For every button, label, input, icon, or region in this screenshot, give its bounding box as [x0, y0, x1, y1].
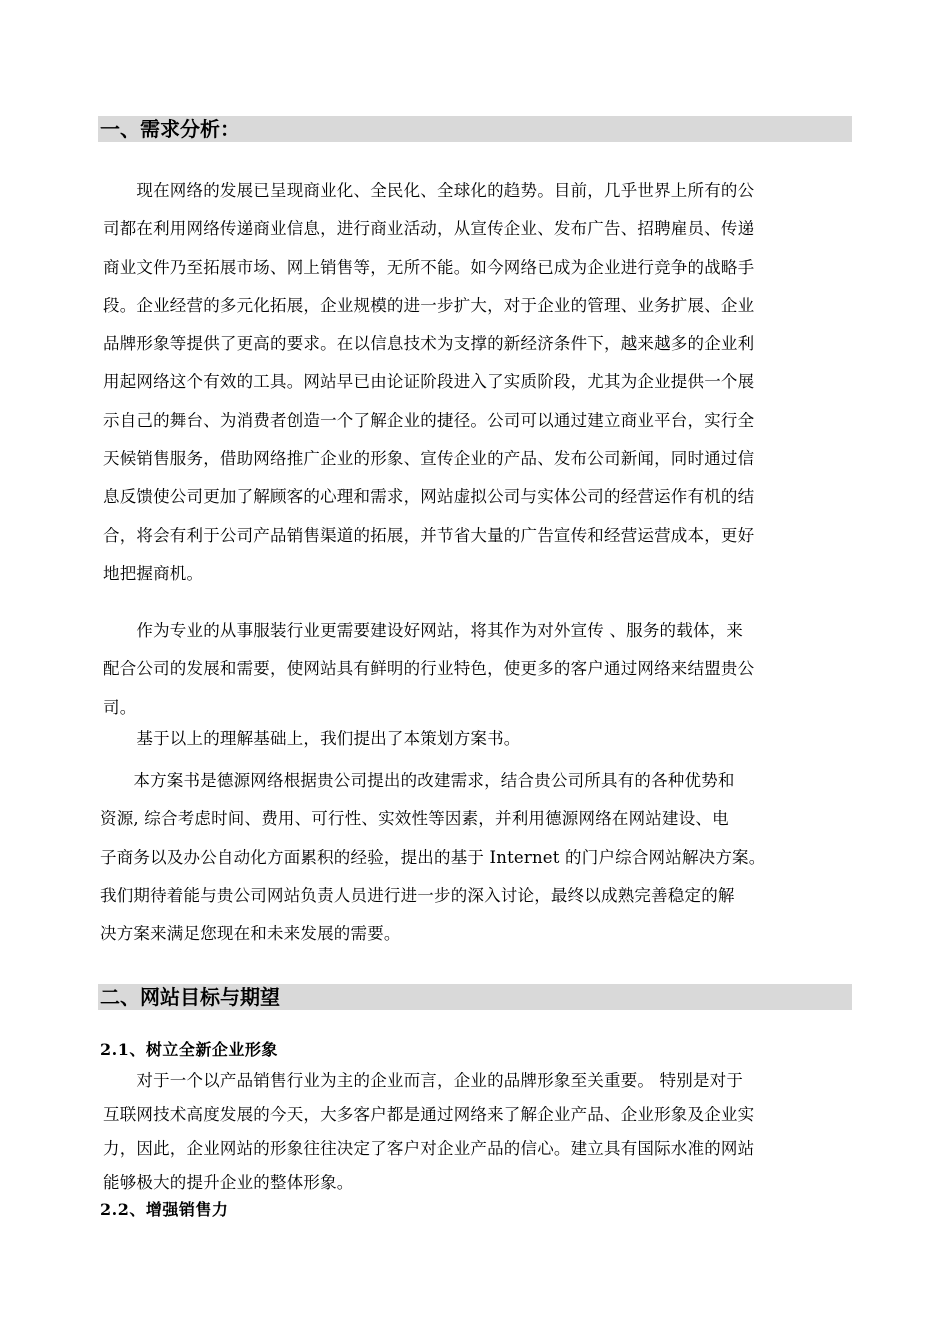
text-line: 地把握商机。 [103, 563, 204, 583]
text-line: 子商务以及办公自动化方面累积的经验，提出的基于 Internet 的门户综合网站解决方案。 [100, 847, 766, 867]
text-line: 司。 [103, 697, 137, 717]
section-title-requirements: 一、需求分析： [100, 117, 240, 141]
section-heading-bar [98, 116, 852, 142]
requirements-paragraph-2 [103, 612, 863, 727]
text-line: 本方案书是德源网络根据贵公司提出的改建需求，结合贵公司所具有的各种优势和 [100, 771, 735, 790]
text-line: 资源, 综合考虑时间、费用、可行性、实效性等因素，并利用德源网络在网站建设、电 [100, 809, 729, 829]
requirements-paragraph-3 [103, 720, 863, 758]
text-line: 力，因此，企业网站的形象往往决定了客户对企业产品的信心。建立具有国际水准的网站 [103, 1139, 755, 1158]
brand-image-paragraph [103, 1064, 863, 1200]
text-line: 互联网技术高度发展的今天，大多客户都是通过网络来了解企业产品、企业形象及企业实 [103, 1105, 755, 1124]
text-line: 作为专业的从事服装行业更需要建设好网站，将其作为对外宣传 、服务的载体，来 [103, 621, 744, 640]
text-line: 决方案来满足您现在和未来发展的需要。 [100, 924, 401, 944]
requirements-paragraph-4 [100, 762, 860, 953]
text-line: 基于以上的理解基础上，我们提出了本策划方案书。 [103, 729, 521, 748]
text-line: 现在网络的发展已呈现商业化、全民化、全球化的趋势。目前，几乎世界上所有的公 [103, 181, 755, 200]
section-heading-bar [98, 984, 852, 1010]
text-line: 商业文件乃至拓展市场、网上销售等，无所不能。如今网络已成为企业进行竞争的战略手 [103, 257, 755, 277]
text-line: 天候销售服务，借助网络推广企业的形象、宣传企业的产品、发布公司新闻，同时通过信 [103, 449, 755, 469]
text-line: 段。企业经营的多元化拓展，企业规模的进一步扩大，对于企业的管理、业务扩展、企业 [103, 295, 755, 315]
text-line: 我们期待着能与贵公司网站负责人员进行进一步的深入讨论，最终以成熟完善稳定的解 [100, 885, 735, 905]
text-line: 合，将会有利于公司产品销售渠道的拓展，并节省大量的广告宣传和经营运营成本，更好 [103, 525, 755, 545]
requirements-paragraph-1 [103, 172, 863, 593]
text-line: 用起网络这个有效的工具。网站早已由论证阶段进入了实质阶段，尤其为企业提供一个展 [103, 372, 755, 392]
text-line: 对于一个以产品销售行业为主的企业而言，企业的品牌形象至关重要。 特别是对于 [103, 1071, 744, 1090]
section-title-goals: 二、网站目标与期望 [100, 985, 280, 1009]
text-line: 品牌形象等提供了更高的要求。在以信息技术为支撑的新经济条件下，越来越多的企业利 [103, 334, 755, 354]
text-line: 息反馈使公司更加了解顾客的心理和需求，网站虚拟公司与实体公司的经营运作有机的结 [103, 487, 755, 507]
text-line: 司都在利用网络传递商业信息，进行商业活动，从宣传企业、发布广告、招聘雇员、传递 [103, 219, 755, 239]
subsection-heading-brand-image: 2.1、树立全新企业形象 [100, 1040, 278, 1059]
subsection-heading-sales: 2.2、增强销售力 [100, 1200, 229, 1219]
text-line: 示自己的舞台、为消费者创造一个了解企业的捷径。公司可以通过建立商业平台，实行全 [103, 410, 755, 430]
text-line: 能够极大的提升企业的整体形象。 [103, 1173, 354, 1192]
text-line: 配合公司的发展和需要，使网站具有鲜明的行业特色，使更多的客户通过网络来结盟贵公 [103, 659, 755, 679]
